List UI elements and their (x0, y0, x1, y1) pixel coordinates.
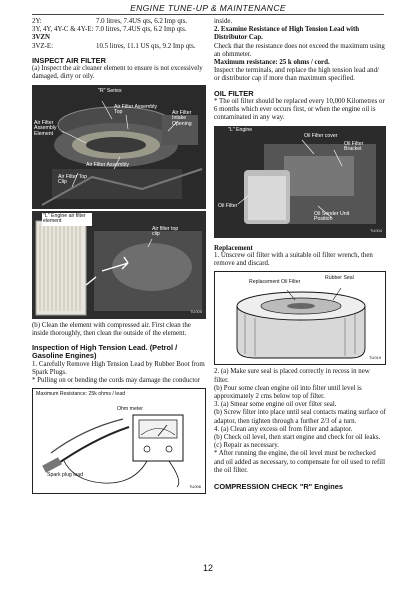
spec-key: 3VZN (32, 34, 50, 42)
ht-max-resistance: Maximum resistance: 25 k ohms / cord. (214, 59, 330, 67)
ht-lead-step-1: 1. Carefully Remove High Tension Lead by Rubber Boot from Spark Plugs. (32, 360, 205, 377)
replacement-step-3a: 3. (a) Smear some engine oil over filter seal. (214, 401, 337, 409)
fig-label-l-engine: "L" Engine (228, 126, 253, 133)
fig-label-assembly-top: Air Filter Assembly Top (114, 103, 157, 116)
fig-label-series: "R" Series (98, 87, 122, 94)
ht-check: Check that the resistance does not exceed the maximum using an ohmmeter. (214, 42, 385, 58)
ht-step-2-text: 2. Examine Resistance of High Tension Lead with Distributor Cap. (214, 26, 360, 42)
fig-label-sender-unit: Oil Sender Unit Position (314, 210, 350, 223)
spec-row-3y (32, 26, 206, 34)
replacement-note: * After running the engine, the oil level must be rechecked and oil added as necessary, to compensate for oil used to refill the oil filter. (214, 450, 385, 474)
spec-row-3vzn (32, 34, 206, 42)
oil-filter-heading: OIL FILTER (214, 88, 254, 98)
fig-label-ohm-meter: Ohm meter (117, 406, 143, 413)
fig-label-engine-filter: "L" Engine air filter element (42, 213, 92, 226)
l-engine-air-filter-photo (32, 211, 206, 319)
fig-code-3: TU006 (188, 484, 201, 490)
left-column (32, 18, 206, 497)
replacement-step-4a: 4. (a) Clean any excess oil from filter and adaptor. (214, 425, 353, 433)
ht-lead-note: * Pulling on or bending the cords may damage the conductor (32, 377, 201, 385)
air-filter-heading: INSPECT AIR FILTER (32, 55, 106, 65)
spec-key: 3Y, 4Y, 4Y-C & 4Y-E: (32, 26, 94, 34)
spec-value: 7.0 litres, 7.4US qts, 6.2 Imp qts. (95, 26, 187, 34)
fig-code-4: TU004 (369, 228, 382, 234)
compression-check-heading: COMPRESSION CHECK "R" Engines (214, 482, 343, 492)
fig-label-top-clip: Air Filter Top Clip (58, 173, 88, 186)
spec-row-3vze (32, 43, 206, 51)
right-column (214, 18, 386, 492)
air-filter-step-a: (a) Inspect the air cleaner element to ensure is not excessively damaged, dirty or oily. (32, 65, 203, 81)
spec-key: 2Y: (32, 18, 42, 25)
replacement-step-3b: (b) Screw filter into place until seal contacts mating surface of adaptor, then tighten through a further 2/3 of a turn. (214, 409, 386, 425)
ht-lead-heading: Inspection of High Tension Lead. (Petrol / Gasoline Engines) (32, 343, 178, 361)
fig-label-spark-plug: Spark plug lead (47, 472, 84, 479)
spec-value: 7.0 litres, 7.4US qts, 6.2 Imp qts. (96, 18, 188, 25)
replacement-heading: Replacement (214, 243, 253, 252)
replacement-filter-diagram (214, 271, 386, 365)
air-filter-photo (32, 85, 206, 209)
ht-step-2 (214, 26, 386, 42)
replacement-step-1: 1. Unscrew oil filter with a suitable oil filter wrench, then remove and discard. (214, 252, 373, 268)
fig-label-filter-bracket: Oil Filter Bracket (344, 140, 364, 153)
fig-label-assembly: Air Filter Assembly (86, 161, 129, 168)
inside-text: inside. (214, 18, 233, 25)
replacement-step-2a: 2. (a) Make sure seal is placed correctly in recess in new filter. (214, 368, 370, 384)
replacement-step-2b: (b) Pour some clean engine oil into filter until level is approximately 2 cms below top of filter. (214, 384, 362, 401)
oil-filter-photo (214, 126, 386, 238)
spec-row-2y (32, 18, 206, 26)
fig-label-rubber-seal: Rubber Seal (325, 275, 354, 282)
fig-code: TU005 (189, 309, 202, 315)
ohm-meter-diagram (32, 388, 206, 494)
fig-label-replacement-filter: Replacement Oil Filter (249, 279, 301, 286)
fig-label-oil-filter: Oil Filter (218, 202, 238, 209)
fig-label-max-resistance: Maximum Resistance: 25k ohms / lead (36, 391, 126, 398)
fig-label-top-clip-2: Air filter top clip (152, 225, 179, 238)
page-number: 12 (202, 563, 213, 573)
replacement-filter-illustration (215, 272, 385, 364)
replacement-step-4b: (b) Check oil level, then start engine and check for oil leaks. (214, 434, 381, 442)
fig-code-5: TU019 (368, 355, 381, 361)
fig-label-intake: Air Filter Intake Opening (172, 109, 192, 127)
spec-value: 10.5 litres, 11.1 US qts, 9.2 Imp qts. (96, 42, 196, 50)
fig-label-filter-cover: Oil Filter cover (304, 132, 338, 139)
page-header: ENGINE TUNE-UP & MAINTENANCE (130, 3, 286, 13)
fig-label-element: Air Filter Assembly Element (34, 119, 57, 137)
header-rule (32, 14, 384, 15)
replacement-step-4c: (c) Repair as necessary. (214, 442, 279, 450)
spec-key: 3VZ-E: (32, 42, 54, 50)
air-filter-step-b: (b) Clean the element with compressed air. First clean the inside thoroughly, then clean the outside of the element. (32, 321, 191, 337)
oil-filter-note: * The oil filter should be replaced every 10,000 Kilometres or 6 months which ever occurs first, or when the engine oil is contaminated in any way. (214, 98, 385, 122)
ht-inspect-terminals: Inspect the terminals, and replace the high tension lead and/ or distributor cap if more than maximum specified. (214, 67, 379, 83)
